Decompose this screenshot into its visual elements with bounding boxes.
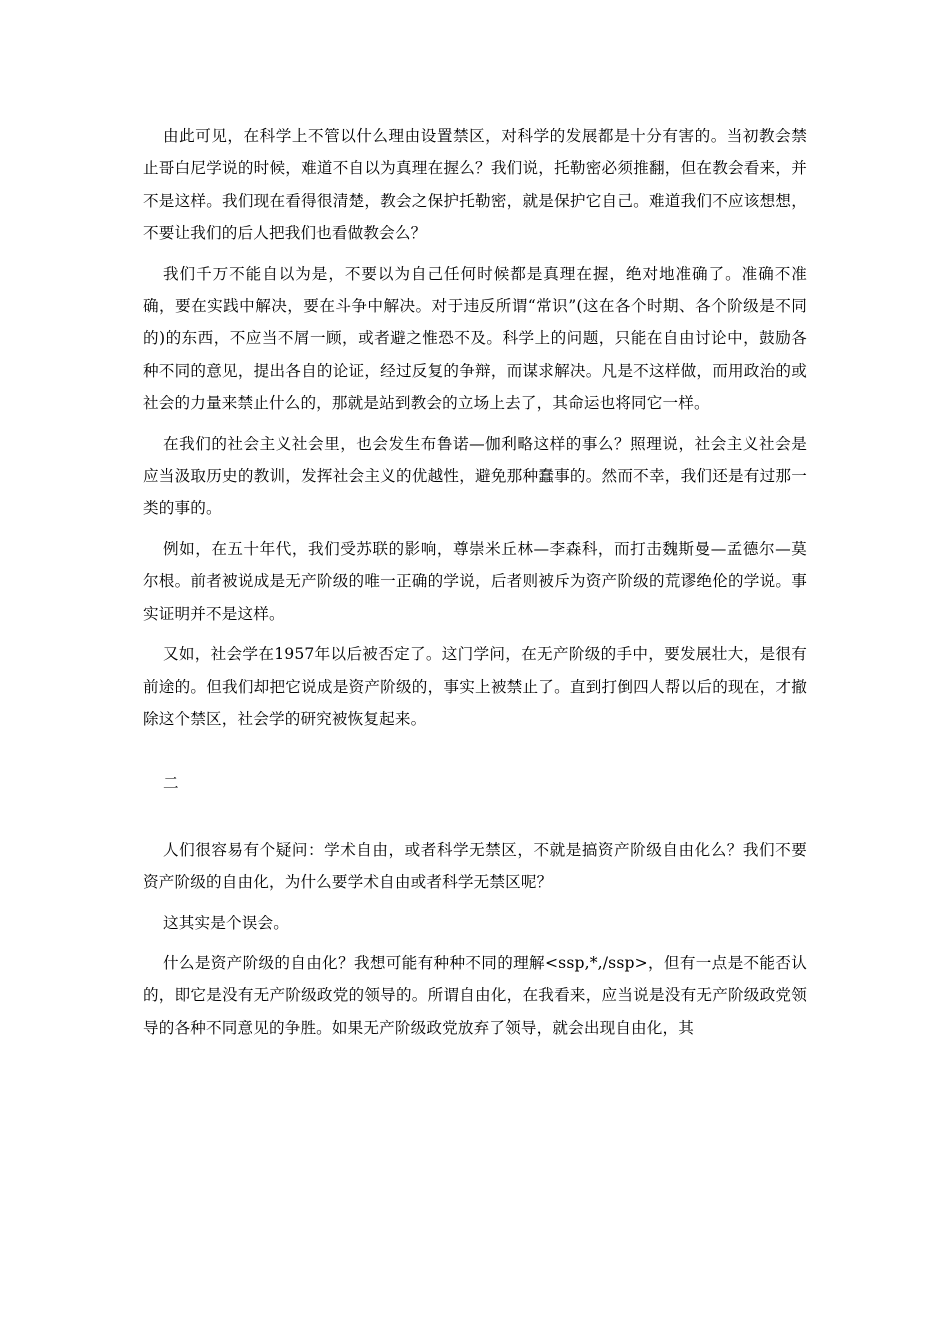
paragraph: 人们很容易有个疑问：学术自由，或者科学无禁区，不就是搞资产阶级自由化么？我们不要资产阶级的自由化，为什么要学术自由或者科学无禁区呢？ <box>143 840 807 892</box>
paragraph: 这其实是个误会。 <box>163 913 289 932</box>
paragraph: 例如，在五十年代，我们受苏联的影响，尊崇米丘林—李森科，而打击魏斯曼—孟德尔—莫尔根。前者被说成是无产阶级的唯一正确的学说，后者则被斥为资产阶级的荒谬绝伦的学说。事实证明并不是这样。 <box>143 539 807 623</box>
paragraph: 我们千万不能自以为是，不要以为自己任何时候都是真理在握，绝对地准确了。准确不准确，要在实践中解决，要在斗争中解决。对于违反所谓“常识”(这在各个时期、各个阶级是不同的)的东西，不应当不屑一顾，或者避之惟恐不及。科学上的问题，只能在自由讨论中，鼓励各种不同的意见，提出各自的论证，经过反复的争辩，而谋求解决。凡是不这样做，而用政治的或社会的力量来禁止什么的，那就是站到教会的立场上去了，其命运也将同它一样。 <box>143 264 807 413</box>
paragraph: 由此可见，在科学上不管以什么理由设置禁区，对科学的发展都是十分有害的。当初教会禁止哥白尼学说的时候，难道不自以为真理在握么？我们说，托勒密必须推翻，但在教会看来，并不是这样。我们现在看得很清楚，教会之保护托勒密，就是保护它自己。难道我们不应该想想，不要让我们的后人把我们也看做教会么？ <box>143 127 807 243</box>
paragraph: 什么是资产阶级的自由化？我想可能有种种不同的理解<ssp,*,/ssp>，但有一点是不能否认的，即它是没有无产阶级政党的领导的。所谓自由化，在我看来，应当说是没有无产阶级政党领导的各种不同意见的争胜。如果无产阶级政党放弃了领导，就会出现自由化，其 <box>143 953 807 1037</box>
document-body <box>143 120 807 1044</box>
section-heading: 二 <box>163 774 179 793</box>
paragraph: 又如，社会学在1957年以后被否定了。这门学问，在无产阶级的手中，要发展壮大，是很有前途的。但我们却把它说成是资产阶级的，事实上被禁止了。直到打倒四人帮以后的现在，才撤除这个禁区，社会学的研究被恢复起来。 <box>143 645 807 728</box>
paragraph: 在我们的社会主义社会里，也会发生布鲁诺—伽利略这样的事么？照理说，社会主义社会是应当汲取历史的教训，发挥社会主义的优越性，避免那种蠢事的。然而不幸，我们还是有过那一类的事的。 <box>143 434 807 518</box>
